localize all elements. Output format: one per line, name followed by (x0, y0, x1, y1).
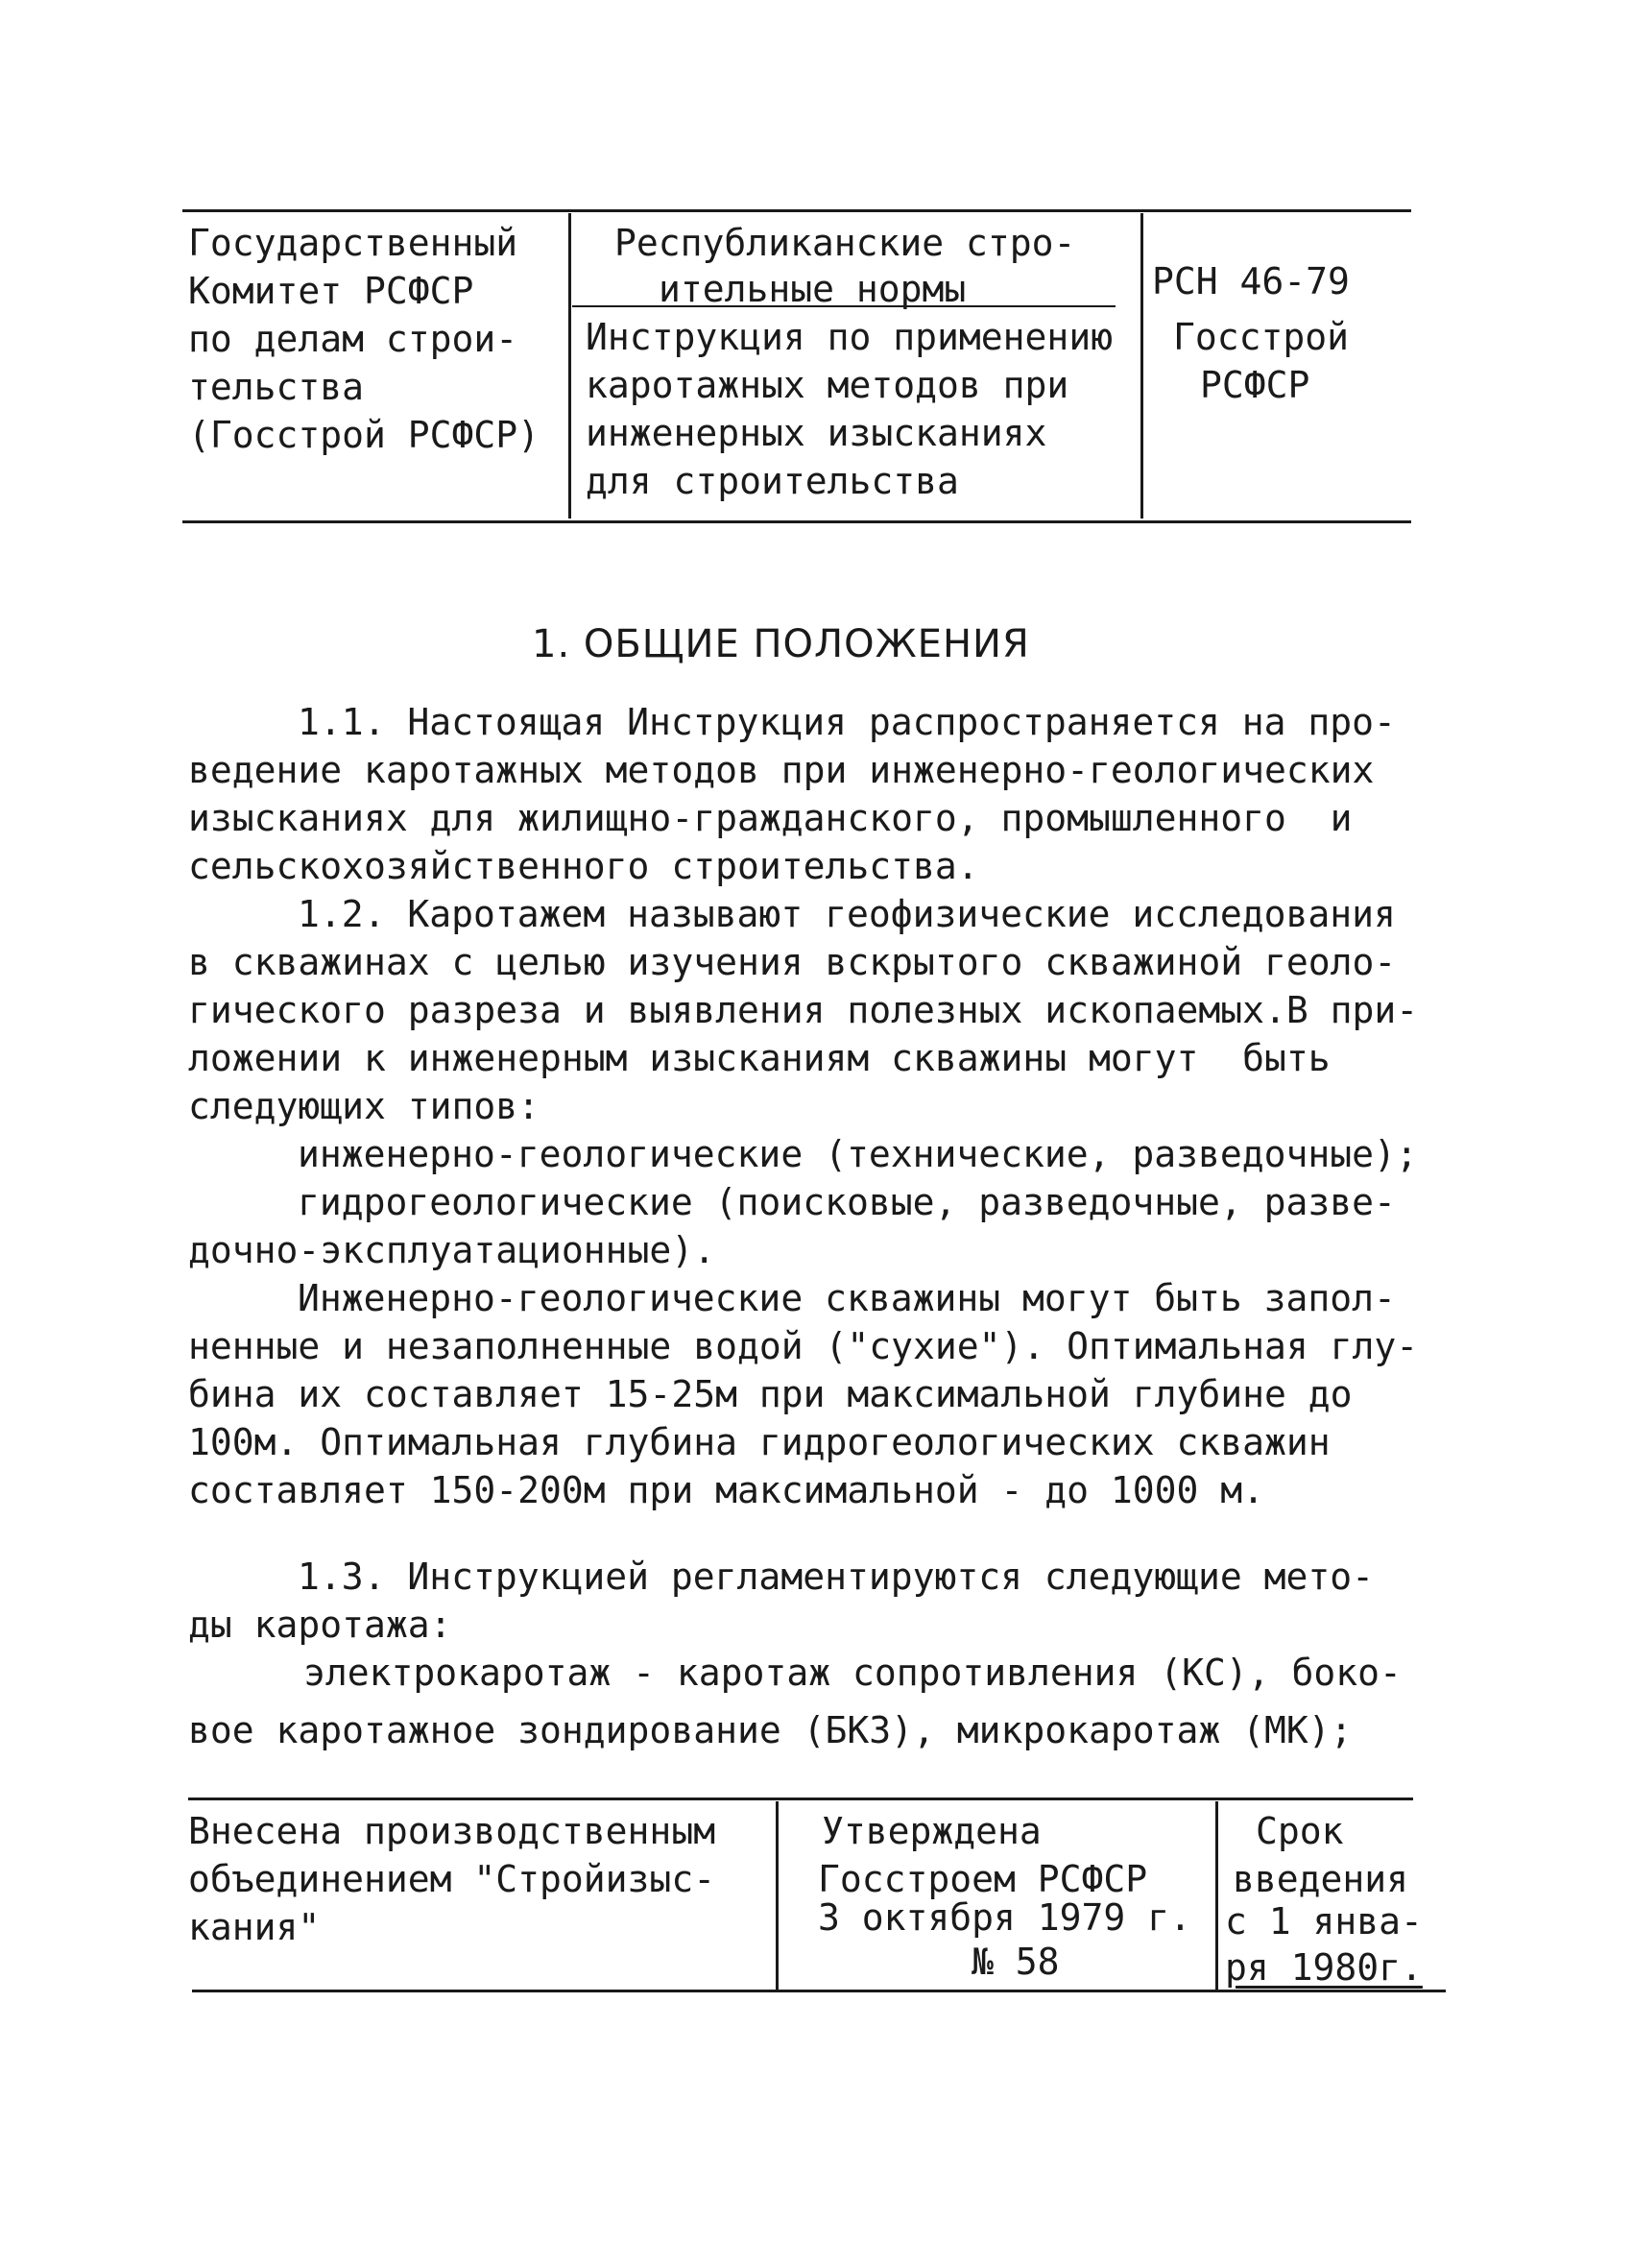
header-top-rule (182, 209, 1411, 212)
paragraph-line: электрокаротаж - каротаж сопротивления (КС), боко- (303, 1652, 1402, 1694)
doc-title-line: для строительства (586, 460, 959, 502)
introduced-by-line: объединением "Стройизыс- (188, 1858, 716, 1900)
introduced-by-line: Внесена производственным (188, 1810, 716, 1852)
paragraph-line: в скважинах с целью изучения вскрытого скважиной геоло- (188, 941, 1397, 983)
doc-type-line: ительные нормы (659, 268, 967, 310)
footer-top-rule (188, 1798, 1413, 1800)
effective-date-line: Срок (1256, 1810, 1344, 1852)
header-divider-1 (568, 213, 571, 519)
paragraph-line: ложении к инженерным изысканиям скважины могут быть (188, 1037, 1331, 1079)
paragraph-line: 1.2. Каротажем называют геофизические исследования (298, 893, 1396, 935)
doc-title-line: инженерных изысканиях (586, 412, 1047, 454)
paragraph-line: 1.1. Настоящая Инструкция распространяется на про- (298, 701, 1396, 743)
paragraph-line: следующих типов: (188, 1085, 540, 1127)
effective-date-line: введения (1233, 1858, 1409, 1900)
paragraph-line: вое каротажное зондирование (БКЗ), микрокаротаж (МК); (188, 1709, 1353, 1751)
footer-divider-2 (1215, 1801, 1218, 1990)
paragraph-line: Инженерно-геологические скважины могут быть запол- (298, 1277, 1396, 1319)
paragraph-line: ведение каротажных методов при инженерно-геологических (188, 749, 1375, 791)
paragraph-line: 1.3. Инструкцией регламентируются следующие мето- (298, 1556, 1375, 1598)
effective-date-line: ря 1980г. (1225, 1946, 1423, 1989)
paragraph-line: 100м. Оптимальная глубина гидрогеологических скважин (188, 1421, 1331, 1463)
paragraph-line: сельскохозяйственного строительства. (188, 845, 979, 887)
paragraph-line: гидрогеологические (поисковые, разведочные, разве- (298, 1181, 1396, 1223)
footer-divider-1 (776, 1801, 779, 1990)
doc-authority-line: Госстрой (1173, 316, 1350, 358)
introduced-by-line: кания" (188, 1906, 321, 1948)
doc-code: РСН 46-79 (1152, 260, 1350, 302)
paragraph-line: ненные и незаполненные водой ("сухие"). Оптимальная глу- (188, 1325, 1419, 1367)
approved-number: № 58 (972, 1941, 1060, 1983)
paragraph-line: бина их составляет 15-25м при максимальной глубине до (188, 1373, 1353, 1415)
paragraph-line: дочно-эксплуатационные). (188, 1229, 716, 1271)
issuer-line: Государственный (188, 222, 518, 264)
header-bottom-rule (182, 520, 1411, 523)
paragraph-line: составляет 150-200м при максимальной - до 1000 м. (188, 1469, 1265, 1511)
paragraph-line: ды каротажа: (188, 1604, 452, 1646)
section-title: 1. ОБЩИЕ ПОЛОЖЕНИЯ (532, 622, 1030, 666)
issuer-line: по делам строи- (188, 318, 518, 360)
doc-authority-line: РСФСР (1200, 364, 1310, 406)
issuer-line: Комитет РСФСР (188, 270, 474, 312)
doc-title-line: каротажных методов при (586, 364, 1069, 406)
effective-date-line: с 1 янва- (1225, 1900, 1423, 1942)
doc-type-line: Республиканские стро- (614, 222, 1076, 264)
issuer-line: тельства (188, 366, 365, 408)
approved-line: 3 октября 1979 г. (818, 1896, 1191, 1939)
approved-line: Утверждена (822, 1810, 1042, 1852)
doc-title-line: Инструкция по применению (586, 316, 1114, 358)
approved-line: Госстроем РСФСР (818, 1858, 1148, 1900)
issuer-line: (Госстрой РСФСР) (188, 414, 540, 456)
paragraph-line: инженерно-геологические (технические, разведочные); (298, 1133, 1418, 1175)
paragraph-line: изысканиях для жилищно-гражданского, промышленного и (188, 797, 1353, 839)
paragraph-line: гического разреза и выявления полезных ископаемых.В при- (188, 989, 1419, 1031)
header-divider-2 (1140, 213, 1143, 519)
